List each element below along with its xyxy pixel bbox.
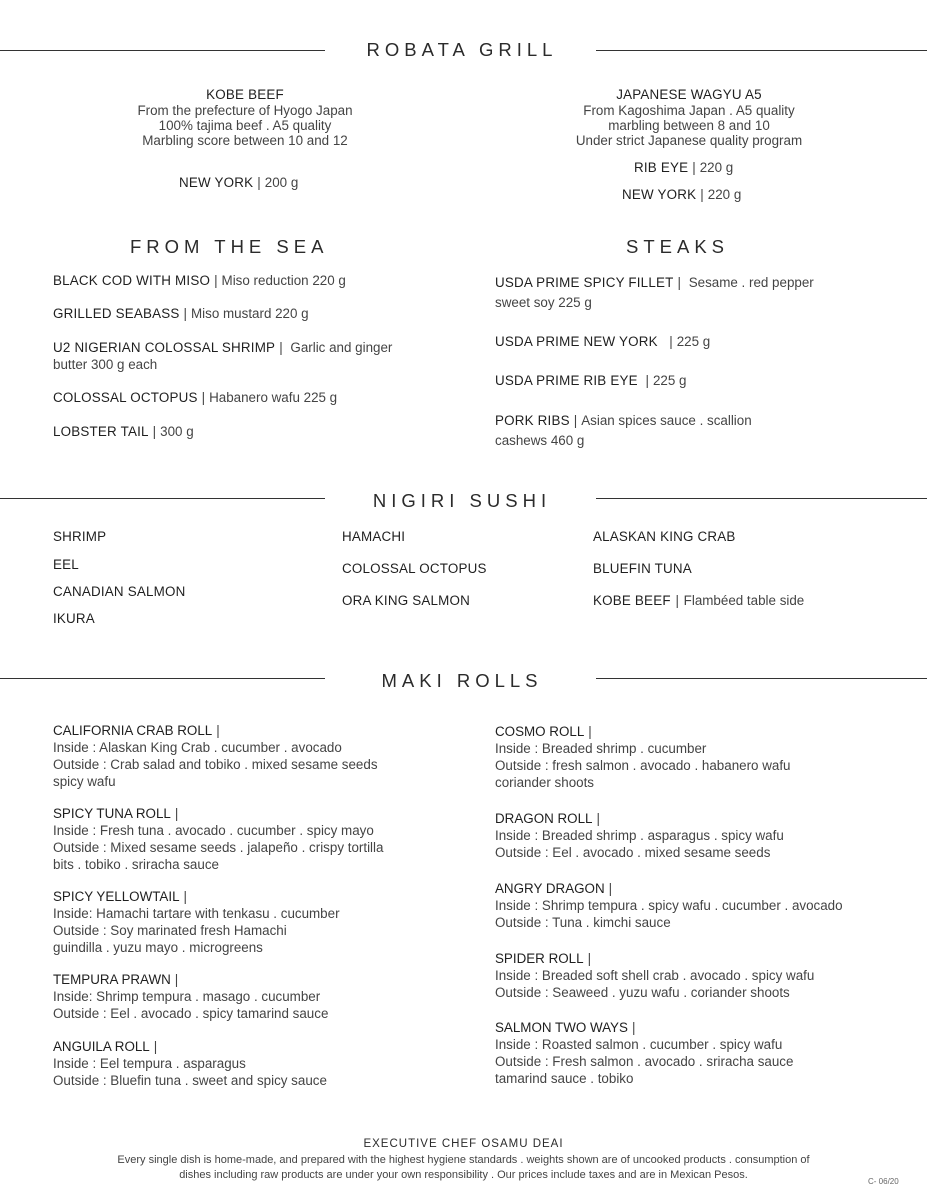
separator: | [669, 334, 673, 349]
roll-line: spicy wafu [53, 774, 116, 789]
roll-name: CALIFORNIA CRAB ROLL [53, 723, 213, 738]
roll-line: Inside : Breaded shrimp . cucumber [495, 741, 707, 756]
menu-item [634, 159, 733, 176]
separator: | [645, 373, 649, 388]
roll-line: Inside: Shrimp tempura . masago . cucumber [53, 989, 321, 1004]
kobe-beef-line: 100% tajima beef . A5 quality [158, 118, 332, 133]
menu-code: C- 06/20 [868, 1177, 899, 1186]
menu-item [495, 333, 710, 350]
nigiri-item: COLOSSAL OCTOPUS [342, 561, 487, 576]
roll-name: COSMO ROLL [495, 724, 585, 739]
roll-item [53, 888, 340, 956]
separator: | [573, 413, 578, 428]
wagyu-line: Under strict Japanese quality program [575, 133, 803, 148]
separator: | [153, 1039, 158, 1054]
nigiri-item: SHRIMP [53, 529, 107, 544]
wagyu-block [544, 86, 834, 149]
roll-line: Outside : Soy marinated fresh Hamachi [53, 923, 287, 938]
separator: | [183, 306, 188, 321]
item-name: LOBSTER TAIL [53, 424, 149, 439]
separator: | [279, 340, 283, 355]
menu-item [179, 174, 298, 191]
item-desc: Habanero wafu 225 g [209, 390, 338, 405]
nigiri-item: BLUEFIN TUNA [593, 561, 692, 576]
executive-chef: EXECUTIVE CHEF OSAMU DEAI [363, 1138, 564, 1150]
item-name: USDA PRIME RIB EYE [495, 373, 638, 388]
nigiri-item: IKURA [53, 611, 95, 626]
item-desc: 200 g [264, 175, 299, 190]
roll-line: Inside : Shrimp tempura . spicy wafu . cucumber . avocado [495, 898, 843, 913]
roll-item [53, 1038, 327, 1089]
separator: | [588, 724, 592, 739]
divider-line [596, 50, 927, 51]
section-title-maki: MAKI ROLLS [381, 670, 543, 691]
separator: | [183, 889, 188, 904]
separator: | [587, 951, 592, 966]
item-name: NEW YORK [622, 187, 697, 202]
roll-line: Outside : Mixed sesame seeds . jalapeño . crispy tortilla [53, 840, 384, 855]
nigiri-item: HAMACHI [342, 529, 406, 544]
roll-line: bits . tobiko . sriracha sauce [53, 857, 219, 872]
roll-name: SPIDER ROLL [495, 951, 584, 966]
kobe-beef-line: From the prefecture of Hyogo Japan [137, 103, 353, 118]
item-desc: 220 g [707, 187, 742, 202]
roll-line: Outside : Eel . avocado . spicy tamarind sauce [53, 1006, 329, 1021]
roll-line: Outside : Bluefin tuna . sweet and spicy sauce [53, 1073, 327, 1088]
roll-line: Outside : Eel . avocado . mixed sesame seeds [495, 845, 771, 860]
separator: | [174, 972, 179, 987]
separator: | [201, 390, 206, 405]
item-name: NEW YORK [179, 175, 254, 190]
menu-item [495, 372, 686, 389]
kobe-beef-block [110, 86, 380, 149]
nigiri-item: ALASKAN KING CRAB [593, 529, 736, 544]
item-name: USDA PRIME SPICY FILLET [495, 275, 674, 290]
menu-item [53, 305, 309, 322]
section-title-robata: ROBATA GRILL [366, 39, 558, 60]
roll-name: ANGRY DRAGON [495, 881, 605, 896]
roll-line: Inside : Breaded soft shell crab . avocado . spicy wafu [495, 968, 815, 983]
menu-item [495, 274, 814, 311]
roll-line: Inside : Breaded shrimp . asparagus . spicy wafu [495, 828, 784, 843]
separator: | [700, 187, 704, 202]
separator: | [608, 881, 613, 896]
item-desc-continued: cashews 460 g [495, 433, 585, 448]
footer-disclaimer: dishes including raw products are under your own responsibility . Our prices include taxes and are in Mexican Pesos. [179, 1169, 748, 1181]
item-desc: Asian spices sauce . scallion [581, 413, 752, 428]
item-desc: 220 g [699, 160, 734, 175]
divider-line [596, 678, 927, 679]
roll-item [495, 880, 843, 931]
item-desc: 300 g [160, 424, 194, 439]
menu-item [53, 423, 194, 440]
item-desc: Garlic and ginger [290, 340, 393, 355]
separator: | [152, 424, 157, 439]
roll-item [495, 810, 784, 861]
roll-line: Outside : fresh salmon . avocado . habanero wafu [495, 758, 791, 773]
item-desc-continued: sweet soy 225 g [495, 295, 592, 310]
item-desc: Miso mustard 220 g [191, 306, 309, 321]
item-name: PORK RIBS [495, 413, 570, 428]
menu-item [53, 389, 337, 406]
section-title-nigiri: NIGIRI SUSHI [372, 490, 552, 511]
kobe-beef-title: KOBE BEEF [206, 87, 284, 102]
separator: | [631, 1020, 636, 1035]
wagyu-line: From Kagoshima Japan . A5 quality [583, 103, 795, 118]
separator: | [257, 175, 261, 190]
section-title-steaks: STEAKS [626, 236, 729, 257]
roll-name: ANGUILA ROLL [53, 1039, 150, 1054]
roll-line: coriander shoots [495, 775, 594, 790]
kobe-beef-line: Marbling score between 10 and 12 [142, 133, 348, 148]
section-title-sea: FROM THE SEA [130, 236, 329, 257]
item-desc: Sesame . red pepper [688, 275, 814, 290]
menu-item [53, 272, 346, 289]
menu-item [53, 339, 392, 373]
item-name: GRILLED SEABASS [53, 306, 180, 321]
separator: | [675, 593, 679, 608]
item-name: RIB EYE [634, 160, 689, 175]
item-name: KOBE BEEF [593, 593, 671, 608]
roll-line: Inside : Fresh tuna . avocado . cucumber . spicy mayo [53, 823, 374, 838]
item-desc: Flambéed table side [683, 593, 805, 608]
roll-line: Outside : Seaweed . yuzu wafu . coriander shoots [495, 985, 790, 1000]
divider-line [0, 50, 325, 51]
roll-item [495, 723, 791, 791]
item-name: U2 NIGERIAN COLOSSAL SHRIMP [53, 340, 276, 355]
separator: | [692, 160, 696, 175]
separator: | [174, 806, 179, 821]
item-name: USDA PRIME NEW YORK [495, 334, 658, 349]
menu-item [622, 186, 741, 203]
separator: | [214, 273, 218, 288]
roll-line: guindilla . yuzu mayo . microgreens [53, 940, 263, 955]
divider-line [0, 498, 325, 499]
roll-item [53, 722, 378, 790]
divider-line [596, 498, 927, 499]
separator: | [677, 275, 681, 290]
roll-line: Outside : Tuna . kimchi sauce [495, 915, 671, 930]
roll-name: TEMPURA PRAWN [53, 972, 171, 987]
roll-line: tamarind sauce . tobiko [495, 1071, 634, 1086]
nigiri-item: ORA KING SALMON [342, 593, 471, 608]
roll-name: SPICY YELLOWTAIL [53, 889, 180, 904]
nigiri-item: CANADIAN SALMON [53, 584, 186, 599]
wagyu-line: marbling between 8 and 10 [608, 118, 770, 133]
item-name: COLOSSAL OCTOPUS [53, 390, 198, 405]
menu-item [495, 412, 752, 449]
item-desc-continued: butter 300 g each [53, 357, 158, 372]
roll-item [53, 805, 383, 873]
roll-item [495, 950, 814, 1001]
roll-line: Outside : Crab salad and tobiko . mixed sesame seeds [53, 757, 378, 772]
separator: | [216, 723, 220, 738]
roll-line: Outside : Fresh salmon . avocado . sriracha sauce [495, 1054, 794, 1069]
roll-item [53, 971, 328, 1022]
wagyu-title: JAPANESE WAGYU A5 [616, 87, 762, 102]
divider-line [0, 678, 325, 679]
roll-name: SPICY TUNA ROLL [53, 806, 171, 821]
nigiri-item: EEL [53, 557, 79, 572]
roll-item [495, 1019, 793, 1087]
item-name: BLACK COD WITH MISO [53, 273, 211, 288]
footer-disclaimer: Every single dish is home-made, and prepared with the highest hygiene standards . weights shown are of uncooked products . consumption of [117, 1154, 810, 1166]
roll-line: Inside : Alaskan King Crab . cucumber . avocado [53, 740, 342, 755]
item-desc: 225 g [652, 373, 687, 388]
separator: | [596, 811, 600, 826]
item-desc: Miso reduction 220 g [221, 273, 346, 288]
roll-line: Inside: Hamachi tartare with tenkasu . cucumber [53, 906, 340, 921]
roll-line: Inside : Roasted salmon . cucumber . spicy wafu [495, 1037, 783, 1052]
item-desc: 225 g [676, 334, 711, 349]
nigiri-item [593, 592, 804, 609]
roll-name: DRAGON ROLL [495, 811, 593, 826]
roll-line: Inside : Eel tempura . asparagus [53, 1056, 246, 1071]
roll-name: SALMON TWO WAYS [495, 1020, 628, 1035]
